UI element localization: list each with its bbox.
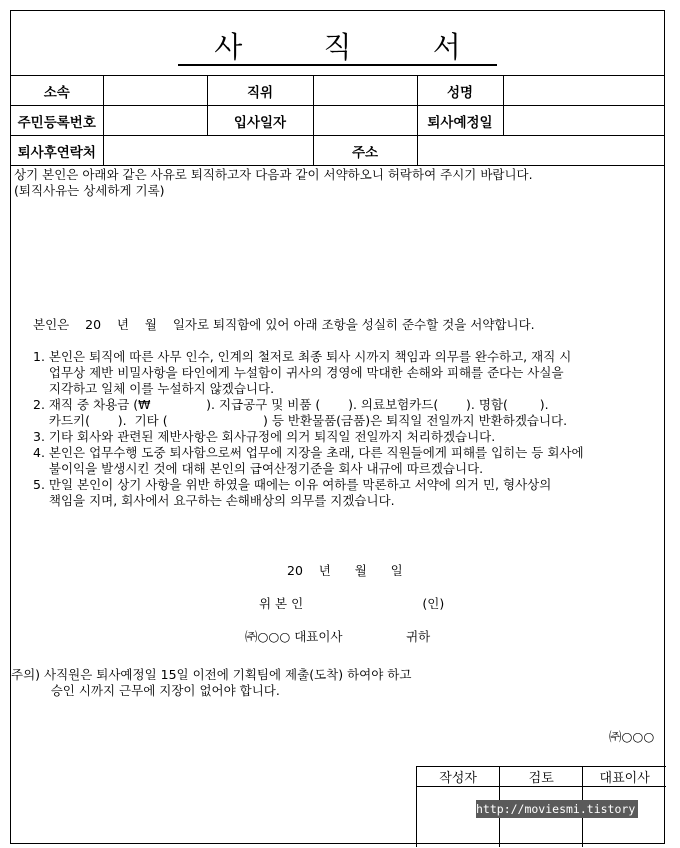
resident-number-label: 주민등록번호 bbox=[11, 106, 103, 136]
document-title: 사 직 서 bbox=[11, 25, 664, 66]
affiliation-label: 소속 bbox=[11, 76, 103, 106]
date-line: 20 년 월 일 bbox=[287, 563, 403, 578]
resident-number-value[interactable] bbox=[103, 106, 207, 136]
clause-line: 2. 재직 중 차용금 (₩ ). 지급공구 및 비품 ( ). 의료보험카드( ). 명함( ). bbox=[33, 397, 549, 412]
position-label: 직위 bbox=[207, 76, 313, 106]
intro-line-2: (퇴직사유는 상세하게 기록) bbox=[14, 183, 165, 198]
company-mark: ㈜○○○ bbox=[609, 729, 655, 744]
clause-line: 5. 만일 본인이 상기 사항을 위반 하였을 때에는 이유 여하를 막론하고 서약에 의거 민, 형사상의 bbox=[33, 477, 552, 492]
addressee-line: ㈜○○○ 대표이사 귀하 bbox=[245, 629, 431, 644]
resignation-form bbox=[10, 10, 665, 844]
contact-after-value[interactable] bbox=[103, 136, 313, 166]
clause-line: 책임을 지며, 회사에서 요구하는 손해배상의 의무를 지겠습니다. bbox=[33, 493, 395, 508]
planned-leave-label: 퇴사예정일 bbox=[417, 106, 503, 136]
intro-line-1: 상기 본인은 아래와 같은 사유로 퇴직하고자 다음과 같이 서약하오니 허락하여 주시기 바랍니다. bbox=[14, 167, 533, 182]
join-date-label: 입사일자 bbox=[207, 106, 313, 136]
note-line-2: 승인 시까지 근무에 지장이 없어야 합니다. bbox=[11, 683, 280, 698]
address-value[interactable] bbox=[417, 136, 664, 166]
planned-leave-value[interactable] bbox=[503, 106, 664, 136]
clause-line: 카드키( ). 기타 ( ) 등 반환물품(금품)은 퇴직일 전일까지 반환하겠습니다. bbox=[33, 413, 568, 428]
watermark-url: http://moviesmi.tistory.com bbox=[476, 802, 663, 816]
note-line-1: 주의) 사직원은 퇴사예정일 15일 이전에 기획팀에 제출(도착) 하여야 하고 bbox=[11, 667, 412, 682]
name-label: 성명 bbox=[417, 76, 503, 106]
clause-line: 3. 기타 회사와 관련된 제반사항은 회사규정에 의거 퇴직일 전일까지 처리하겠습니다. bbox=[33, 429, 496, 444]
signer-line: 위 본 인 (인) bbox=[259, 596, 445, 611]
name-value[interactable] bbox=[503, 76, 664, 106]
clause-line: 불이익을 발생시킨 것에 대해 본인의 급여산정기준을 회사 내규에 따르겠습니다. bbox=[33, 461, 484, 476]
clause-line: 지각하고 일체 이를 누설하지 않겠습니다. bbox=[33, 381, 275, 396]
employee-info-table bbox=[11, 75, 664, 166]
clause-line: 업무상 제반 비밀사항을 타인에게 누설함이 귀사의 경영에 막대한 손해와 피해를 준다는 사실을 bbox=[33, 365, 564, 380]
approval-ceo-label: 대표이사 bbox=[583, 767, 666, 787]
affiliation-value[interactable] bbox=[103, 76, 207, 106]
address-label: 주소 bbox=[313, 136, 417, 166]
contact-after-label: 퇴사후연락처 bbox=[11, 136, 103, 166]
clause-line: 4. 본인은 업무수행 도중 퇴사함으로써 업무에 지장을 초래, 다른 직원들에게 피해를 입히는 등 회사에 bbox=[33, 445, 584, 460]
approval-review-label: 검토 bbox=[500, 767, 583, 787]
join-date-value[interactable] bbox=[313, 106, 417, 136]
approval-writer-label: 작성자 bbox=[417, 767, 500, 787]
position-value[interactable] bbox=[313, 76, 417, 106]
clause-line: 1. 본인은 퇴직에 따른 사무 인수, 인계의 철저로 최종 퇴사 시까지 책임과 의무를 완수하고, 재직 시 bbox=[33, 349, 572, 364]
pledge-intro: 본인은 20 년 월 일자로 퇴직함에 있어 아래 조항을 성실히 준수할 것을 서약합니다. bbox=[33, 317, 535, 332]
